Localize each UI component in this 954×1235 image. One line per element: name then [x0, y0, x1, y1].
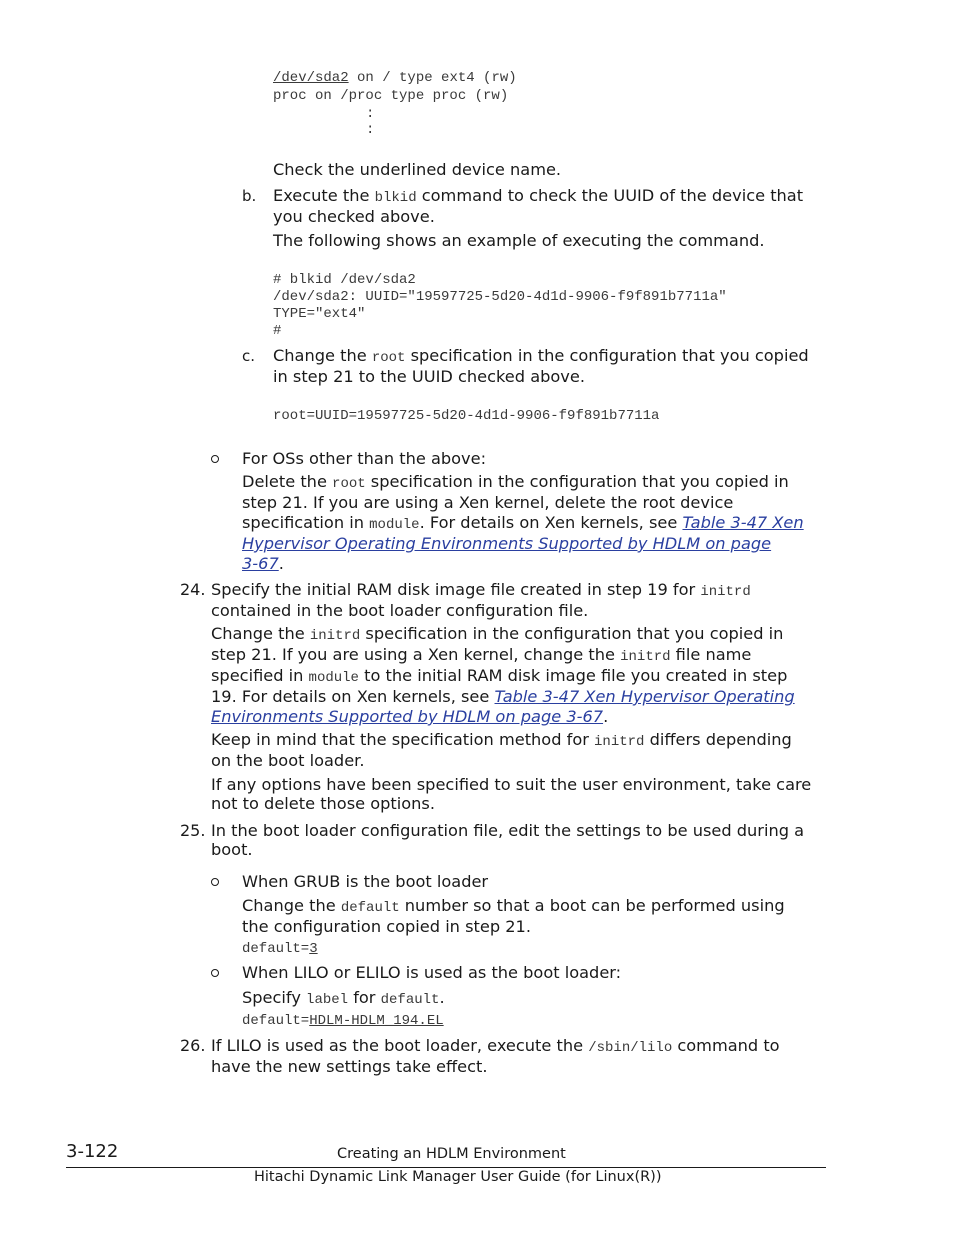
step-25-line-2: boot.	[211, 840, 253, 859]
root-uuid-code: root=UUID=19597725-5d20-4d1d-9906-f9f891b7711a	[273, 408, 660, 424]
blkid-output-line-3: TYPE="ext4"	[273, 306, 366, 322]
page-number: 3-122	[66, 1141, 119, 1162]
lilo-line-1: Specify label for default.	[242, 988, 445, 1008]
mount-output-line-2: proc on /proc type proc (rw)	[273, 88, 509, 104]
other-os-line-5: 3-67.	[242, 554, 284, 573]
grub-line-1: Change the default number so that a boot can be performed using	[242, 896, 785, 916]
blkid-output-line-2: /dev/sda2: UUID="19597725-5d20-4d1d-9906-f9f891b7711a"	[273, 289, 727, 305]
other-os-title: For OSs other than the above:	[242, 449, 487, 468]
step-24-p2-line-4: 19. For details on Xen kernels, see Table 3-47 Xen Hypervisor Operating	[211, 687, 795, 706]
underlined-device-name: /dev/sda2	[273, 70, 349, 86]
step-24-line-2: contained in the boot loader configuration file.	[211, 601, 589, 620]
step-26-marker: 26.	[180, 1036, 206, 1055]
step-24-line-1: Specify the initial RAM disk image file created in step 19 for initrd	[211, 580, 751, 600]
step-b-example-intro: The following shows an example of executing the command.	[273, 231, 765, 250]
step-26-line-1: If LILO is used as the boot loader, execute the /sbin/lilo command to	[211, 1036, 780, 1056]
other-os-line-2: step 21. If you are using a Xen kernel, delete the root device	[242, 493, 734, 512]
step-24-p4-line-2: not to delete those options.	[211, 794, 436, 813]
footer-guide-title: Hitachi Dynamic Link Manager User Guide (for Linux(R))	[254, 1169, 662, 1185]
check-device-note: Check the underlined device name.	[273, 160, 562, 179]
step-25-marker: 25.	[180, 821, 206, 840]
step-26-line-2: have the new settings take effect.	[211, 1057, 488, 1076]
lilo-default-code: default=HDLM-HDLM_194.EL	[242, 1013, 444, 1029]
bullet-icon	[211, 455, 219, 463]
step-24-p3-line-2: on the boot loader.	[211, 751, 365, 770]
step-24-p3-line-1: Keep in mind that the specification method for initrd differs depending	[211, 730, 792, 750]
footer-section-title: Creating an HDLM Environment	[337, 1146, 566, 1162]
grub-title: When GRUB is the boot loader	[242, 872, 489, 891]
step-24-p2-line-1: Change the initrd specification in the configuration that you copied in	[211, 624, 784, 644]
xen-table-link-page[interactable]: 3-67	[242, 554, 279, 573]
blkid-output-line-4: #	[273, 323, 282, 339]
xen-table-link-2-cont[interactable]: Environments Supported by HDLM on page 3-67	[211, 707, 604, 726]
xen-table-link[interactable]: Table 3-47 Xen	[682, 513, 804, 532]
step-25-line-1: In the boot loader configuration file, edit the settings to be used during a	[211, 821, 805, 840]
step-b-line-1: Execute the blkid command to check the UUID of the device that	[273, 186, 804, 206]
step-24-marker: 24.	[180, 580, 206, 599]
step-24-p2-line-3: specified in module to the initial RAM disk image file you created in step	[211, 666, 788, 686]
mount-output-ellipsis-2: :	[366, 122, 375, 138]
lilo-title: When LILO or ELILO is used as the boot loader:	[242, 963, 622, 982]
mount-output-line-1: /dev/sda2 on / type ext4 (rw)	[273, 70, 517, 86]
other-os-line-3: specification in module. For details on Xen kernels, see Table 3-47 Xen	[242, 513, 804, 533]
bullet-icon	[211, 878, 219, 886]
step-c-marker: c.	[242, 347, 256, 365]
other-os-line-1: Delete the root specification in the configuration that you copied in	[242, 472, 789, 492]
step-c-line-2: in step 21 to the UUID checked above.	[273, 367, 585, 386]
step-24-p2-line-5: Environments Supported by HDLM on page 3-67.	[211, 707, 609, 726]
blkid-command: blkid	[374, 190, 417, 206]
step-24-p2-line-2: step 21. If you are using a Xen kernel, change the initrd file name	[211, 645, 752, 665]
xen-table-link-cont[interactable]: Hypervisor Operating Environments Supported by HDLM on page	[242, 534, 772, 553]
blkid-output-line-1: # blkid /dev/sda2	[273, 272, 416, 288]
step-c-line-1: Change the root specification in the configuration that you copied	[273, 346, 809, 366]
grub-line-2: the configuration copied in step 21.	[242, 917, 531, 936]
other-os-line-4	[242, 534, 771, 555]
step-b-line-2: you checked above.	[273, 207, 435, 226]
grub-default-code: default=3	[242, 941, 318, 957]
mount-output-ellipsis-1: :	[366, 106, 375, 122]
xen-table-link-2[interactable]: Table 3-47 Xen Hypervisor Operating	[494, 687, 795, 706]
step-b-marker: b.	[242, 187, 257, 205]
bullet-icon	[211, 969, 219, 977]
footer-divider	[66, 1167, 826, 1168]
root-code: root	[371, 350, 406, 366]
step-24-p4-line-1: If any options have been specified to suit the user environment, take care	[211, 775, 812, 794]
